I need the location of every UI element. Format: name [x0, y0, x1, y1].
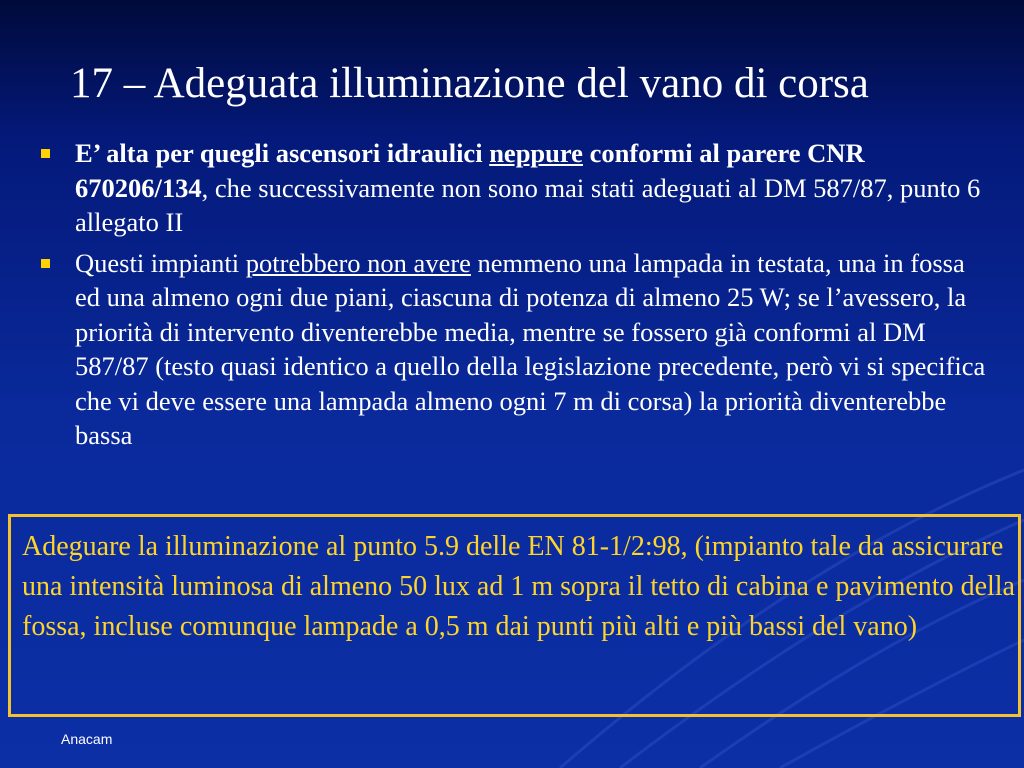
- bullet-text: , che successivamente non sono mai stati adeguati al DM 587/87, punto 6 allegato II: [75, 172, 981, 237]
- footer-label: Anacam: [61, 731, 113, 747]
- bullet-text: nemmeno una lampada in testata, una in fossa ed una almeno ogni due piani, ciascuna di potenza di almeno 25 W; se l’avessero, la priorità di intervento diventerebbe media, mentre se fossero già conformi al DM 587/87 (testo quasi identico a quello della legislazione precedente, però vi si specifica che vi deve essere una lampada almeno ogni 7 m di corsa) la priorità diventerebbe bassa: [75, 247, 986, 450]
- bullet-text-bold-underlined: neppure: [489, 138, 583, 168]
- square-bullet-icon: [41, 259, 50, 268]
- bullet-item: [38, 246, 988, 453]
- highlight-box-text: Adeguare la illuminazione al punto 5.9 delle EN 81-1/2:98, (impianto tale da assicurare una intensità luminosa di almeno 50 lux ad 1 m sopra il tetto di cabina e pavimento della fossa, incluse comunque lampade a 0,5 m dai punti più alti e più bassi del vano): [22, 531, 1015, 642]
- bullet-list: [38, 136, 988, 459]
- bullet-item: [38, 136, 988, 240]
- bullet-text-bold: conformi al parere CNR 670206/134: [75, 138, 865, 203]
- slide-title: 17 – Adeguata illuminazione del vano di corsa: [70, 60, 869, 107]
- bullet-text-bold: E’ alta per quegli ascensori idraulici: [75, 138, 490, 168]
- bullet-text-underlined: potrebbero non avere: [245, 247, 471, 278]
- bullet-text: Questi impianti: [75, 247, 246, 278]
- square-bullet-icon: [41, 149, 50, 158]
- highlight-box: [8, 514, 1021, 717]
